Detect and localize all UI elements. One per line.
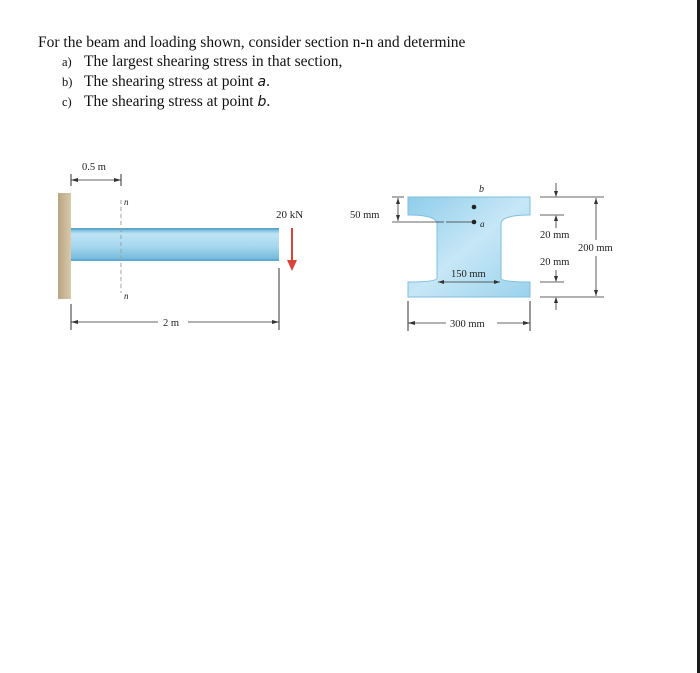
wall — [58, 193, 71, 299]
question-b-text: The shearing stress at point — [84, 73, 254, 90]
cross-section-figure — [350, 183, 613, 331]
question-c-point: b — [257, 94, 267, 110]
total-height-label: 200 mm — [578, 243, 613, 254]
web-width-label: 150 mm — [451, 269, 486, 280]
point-b-label: b — [479, 184, 484, 195]
question-c-mark: c) — [62, 95, 72, 109]
flange-top-label: 20 mm — [540, 230, 570, 241]
question-c-text: The shearing stress at point — [84, 93, 254, 110]
span-label: 2 m — [163, 318, 180, 329]
point-a-label: a — [480, 219, 485, 229]
question-b-mark: b) — [62, 75, 73, 89]
question-a-text: The largest shearing stress in that section, — [84, 53, 343, 70]
flange-bottom-label: 20 mm — [540, 257, 570, 268]
beam-figure — [58, 162, 303, 330]
question-c: c) The shearing stress at point b. — [62, 93, 271, 110]
beam — [71, 228, 279, 261]
point-b-marker — [472, 205, 477, 210]
section-label-top: n — [124, 197, 129, 207]
flange-width-label: 300 mm — [450, 319, 485, 330]
load-label: 20 kN — [276, 209, 304, 221]
section-distance-label: 0.5 m — [82, 162, 106, 173]
point-a-marker — [472, 220, 477, 225]
problem-intro: For the beam and loading shown, consider section n-n and determine — [38, 34, 466, 51]
top-offset-label: 50 mm — [350, 210, 380, 221]
section-label-bottom: n — [124, 291, 129, 301]
question-b-point: a — [257, 74, 267, 90]
question-b: b) The shearing stress at point a. — [62, 73, 270, 90]
question-a-mark: a) — [62, 55, 72, 69]
